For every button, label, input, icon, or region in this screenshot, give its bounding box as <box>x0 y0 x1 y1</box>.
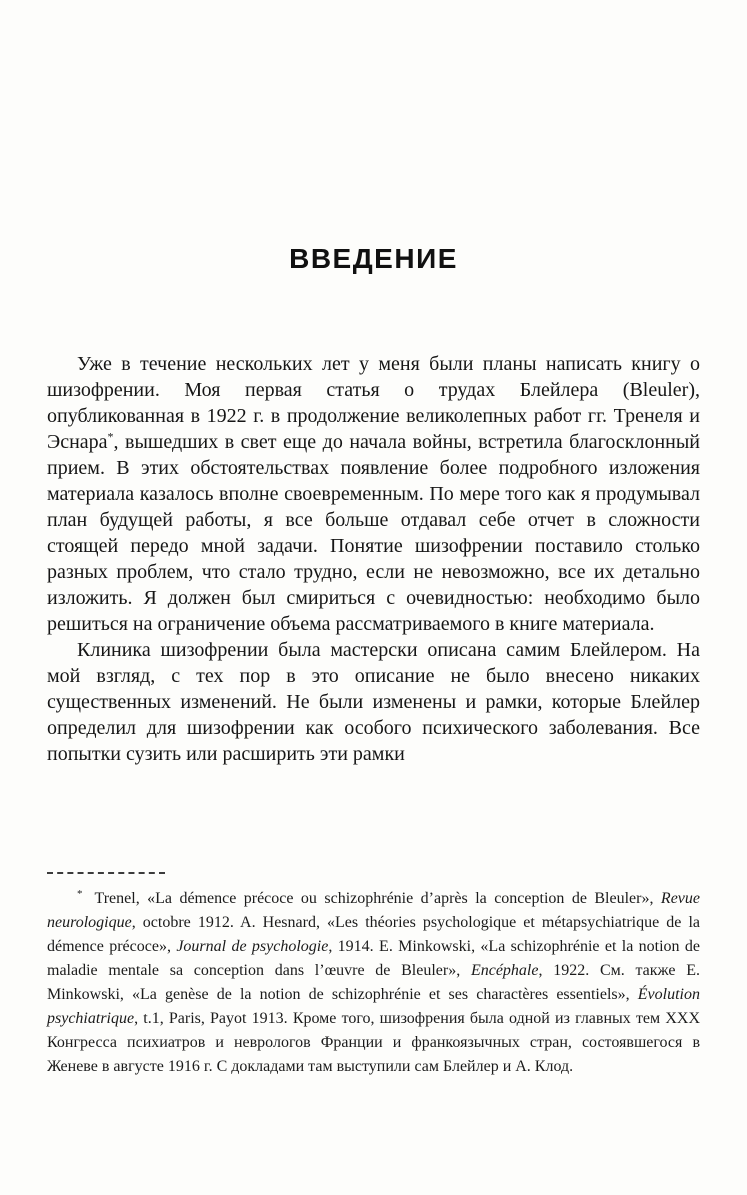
text-segment: , вышедших в свет еще до начала войны, встретила благосклонный прием. В этих обстоятельствах появление более подробного изложения материала казалось вполне своевременным. По мере того как я продумывал план будущей работы, я все больше отдавал себе отчет в сложности стоящей передо мной задачи. Понятие шизофрении поставило столько разных проблем, что стало трудно, если не невозможно, все их детально изложить. Я должен был смириться с очевидностью: необходимо было решиться на ограничение объема рассматриваемого в книге материала. <box>47 431 700 635</box>
footnote-section <box>47 872 700 1079</box>
chapter-title: ВВЕДЕНИЕ <box>289 243 458 274</box>
footnote-marker: * <box>77 887 83 900</box>
text-segment-italic: Évolution psychiatrique <box>47 986 700 1027</box>
footnote-reference-marker: * <box>107 429 114 444</box>
text-segment-italic: Journal de psychologie <box>176 938 329 955</box>
text-segment: , 1922. См. также E. Minkowski, «La genèse de la notion de schizophrénie et ses charactères essentiels», <box>47 962 700 1003</box>
text-segment: Trenel, «La démence précoce ou schizophrénie d’après la conception de Bleuler», <box>94 890 661 907</box>
text-segment: Уже в течение нескольких лет у меня были планы написать книгу о шизофрении. Моя первая статья о трудах Блейлера (Bleuler), опубликованная в 1922 г. в продолжение великолепных работ гг. Тренеля и Эснара <box>47 353 700 453</box>
text-segment-italic: Revue neurologique <box>47 890 700 931</box>
footnote-separator <box>47 872 165 874</box>
paragraph-1 <box>47 351 700 637</box>
text-segment: , 1914. E. Minkowski, «La schizophrénie et la notion de maladie mentale sa conception dans l’œuvre de Bleuler», <box>47 938 701 979</box>
footnote-text <box>47 887 700 1079</box>
paragraph-2 <box>47 637 700 767</box>
text-segment: , t.1, Paris, Payot 1913. Кроме того, шизофрения была одной из главных тем XXX Конгресса психиатров и неврологов Франции и франкоязычных стран, состоявшегося в Женеве в августе 1916 г. С докладами там выступили сам Блейлер и А. Клод. <box>47 1010 700 1075</box>
page-body <box>47 351 700 767</box>
text-segment-italic: Encéphale <box>470 962 539 979</box>
text-segment: Клиника шизофрении была мастерски описана самим Блейлером. На мой взгляд, с тех пор в это описание не было внесено никаких существенных изменений. Не были изменены и рамки, которые Блейлер определил для шизофрении как особого психического заболевания. Все попытки сузить или расширить эти рамки <box>47 639 700 765</box>
text-segment: , octobre 1912. A. Hesnard, «Les théories psychologique et métapsychiatrique de la démence précoce», <box>47 914 700 955</box>
